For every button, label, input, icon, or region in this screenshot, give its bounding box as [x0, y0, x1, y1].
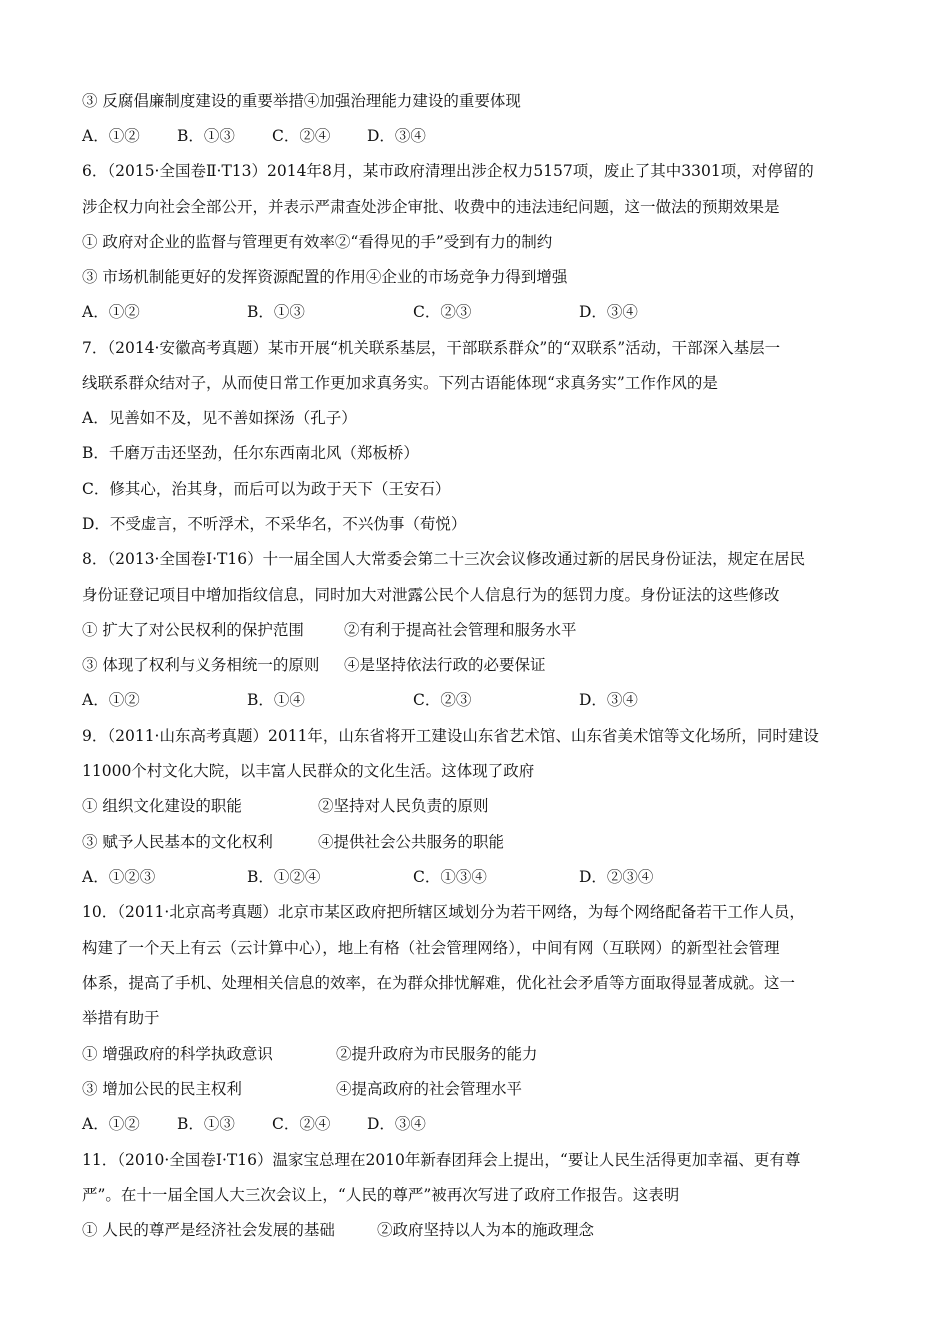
q11-stem-line-2: 严”。在十一届全国人大三次会议上，“人民的尊严”被再次写进了政府工作报告。这表明	[82, 1186, 680, 1204]
choice-b: B．①④	[247, 691, 305, 709]
choice-c: C．②④	[272, 127, 331, 145]
choice-b: B．①③	[177, 127, 235, 145]
q7-option-a: A．见善如不及，见不善如探汤（孔子）	[82, 409, 357, 427]
statement-2: ②政府坚持以人为本的施政理念	[377, 1221, 595, 1239]
choice-d: D．②③④	[579, 868, 654, 886]
q7-option-b: B．千磨万击还坚劲，任尔东西南北风（郑板桥）	[82, 444, 419, 462]
statement-2: ②有利于提高社会管理和服务水平	[344, 621, 577, 639]
q7-option-c: C．修其心，治其身，而后可以为政于天下（王安石）	[82, 480, 451, 498]
q11-stem-line-1: 11．（2010·全国卷Ⅰ·T16）温家宝总理在2010年新春团拜会上提出，“要让人民生活得更加幸福、更有尊	[82, 1151, 801, 1169]
q8-stem-line-2: 身份证登记项目中增加指纹信息，同时加大对泄露公民个人信息行为的惩罚力度。身份证法的这些修改	[82, 586, 780, 604]
q9-stem-line-1: 9．（2011·山东高考真题）2011年，山东省将开工建设山东省艺术馆、山东省美术馆等文化场所，同时建设	[82, 727, 819, 745]
q10-stem-line-1: 10．（2011·北京高考真题）北京市某区政府把所辖区域划分为若干网络，为每个网络配备若干工作人员，	[82, 903, 805, 921]
choice-c: C．②④	[272, 1115, 331, 1133]
q5-statement-line: ③ 反腐倡廉制度建设的重要举措④加强治理能力建设的重要体现	[82, 92, 521, 110]
choice-c: C．①③④	[413, 868, 487, 886]
statement-3: ③ 体现了权利与义务相统一的原则	[82, 656, 320, 674]
choice-a: A．①②	[82, 127, 140, 145]
statement-2: ②提升政府为市民服务的能力	[336, 1045, 538, 1063]
choice-d: D．③④	[579, 691, 638, 709]
statement-4: ④提高政府的社会管理水平	[336, 1080, 523, 1098]
q10-stem-line-4: 举措有助于	[82, 1009, 160, 1027]
choice-b: B．①③	[177, 1115, 235, 1133]
q10-stem-line-3: 体系，提高了手机、处理相关信息的效率，在为群众排忧解难，优化社会矛盾等方面取得显著成就。这一	[82, 974, 796, 992]
q6-statement-line-1: ① 政府对企业的监督与管理更有效率②“看得见的手”受到有力的制约	[82, 233, 553, 251]
statement-2: ②坚持对人民负责的原则	[318, 797, 489, 815]
q6-stem-line-1: 6．（2015·全国卷Ⅱ·T13）2014年8月，某市政府清理出涉企权力5157项，废止了其中3301项，对停留的	[82, 162, 814, 180]
q6-stem-line-2: 涉企权力向社会全部公开，并表示严肃查处涉企审批、收费中的违法违纪问题，这一做法的预期效果是	[82, 198, 780, 216]
choice-c: C．②③	[413, 691, 472, 709]
q9-stem-line-2: 11000个村文化大院，以丰富人民群众的文化生活。这体现了政府	[82, 762, 535, 780]
statement-3: ③ 赋予人民基本的文化权利	[82, 833, 273, 851]
statement-1: ① 组织文化建设的职能	[82, 797, 242, 815]
choice-d: D．③④	[367, 1115, 426, 1133]
statement-4: ④是坚持依法行政的必要保证	[344, 656, 546, 674]
q7-option-d: D．不受虚言，不听浮术，不采华名，不兴伪事（荀悦）	[82, 515, 467, 533]
choice-c: C．②③	[413, 303, 472, 321]
choice-a: A．①②	[82, 1115, 140, 1133]
statement-1: ① 扩大了对公民权利的保护范围	[82, 621, 304, 639]
q7-stem-line-1: 7．（2014·安徽高考真题）某市开展“机关联系基层，干部联系群众”的“双联系”活动，干部深入基层一	[82, 339, 781, 357]
choice-b: B．①③	[247, 303, 305, 321]
q7-stem-line-2: 线联系群众结对子，从而使日常工作更加求真务实。下列古语能体现“求真务实”工作作风的是	[82, 374, 718, 392]
choice-d: D．③④	[367, 127, 426, 145]
statement-1: ① 增强政府的科学执政意识	[82, 1045, 273, 1063]
statement-4: ④提供社会公共服务的职能	[318, 833, 505, 851]
choice-b: B．①②④	[247, 868, 321, 886]
choice-d: D．③④	[579, 303, 638, 321]
q8-stem-line-1: 8．（2013·全国卷Ⅰ·T16）十一届全国人大常委会第二十三次会议修改通过新的居民身份证法，规定在居民	[82, 550, 806, 568]
q6-statement-line-2: ③ 市场机制能更好的发挥资源配置的作用④企业的市场竞争力得到增强	[82, 268, 568, 286]
q10-stem-line-2: 构建了一个天上有云（云计算中心），地上有格（社会管理网络），中间有网（互联网）的新型社会管理	[82, 939, 780, 957]
choice-a: A．①②③	[82, 868, 156, 886]
choice-a: A．①②	[82, 691, 140, 709]
statement-1: ① 人民的尊严是经济社会发展的基础	[82, 1221, 335, 1239]
choice-a: A．①②	[82, 303, 140, 321]
statement-3: ③ 增加公民的民主权利	[82, 1080, 242, 1098]
